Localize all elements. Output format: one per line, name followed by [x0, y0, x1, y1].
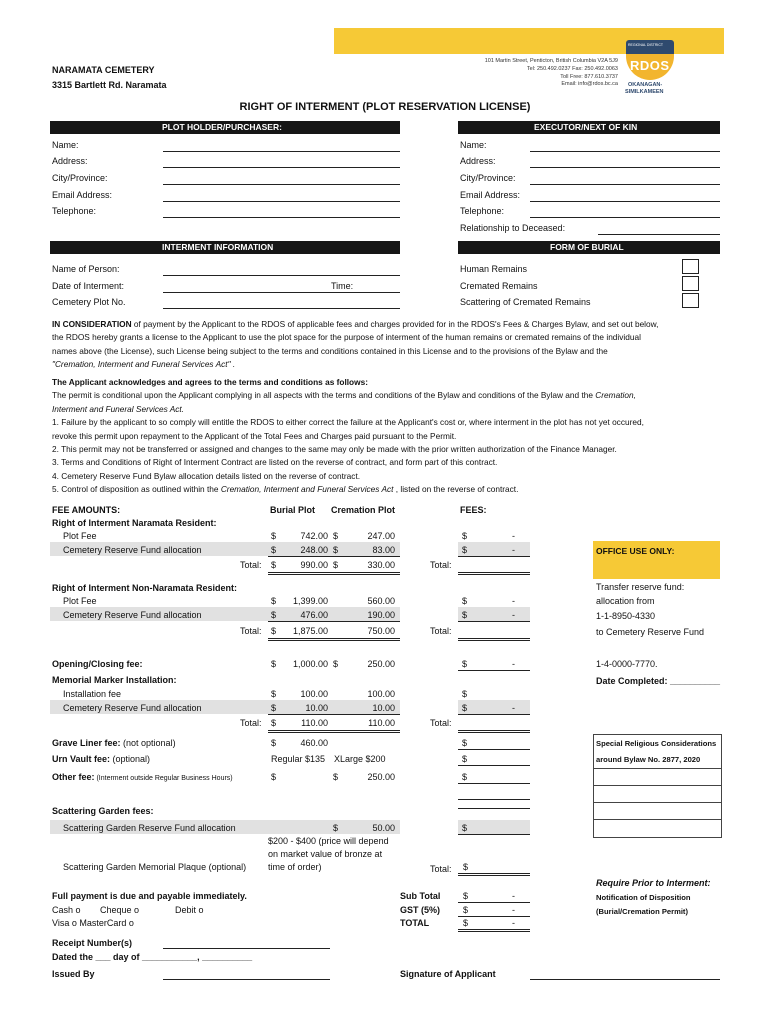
res-fee-dollar2: $ [462, 545, 468, 555]
marker-total-burial: 110.00 [301, 718, 328, 728]
office-special: Special Religious Considerations [596, 739, 717, 748]
res-plot-label: Plot Fee [63, 531, 97, 541]
blank-fee-line-2[interactable] [458, 808, 530, 809]
non-reserve-cremation: 190.00 [367, 610, 395, 620]
interment-heading: INTERMENT INFORMATION [162, 242, 274, 252]
marker-total-dollar: $ [271, 718, 277, 728]
subtotal-label: Sub Total [400, 891, 441, 901]
contact-line: Email: info@rdos.bc.ca [561, 81, 618, 88]
payment-cash[interactable]: Cash o [52, 905, 81, 915]
payment-debit[interactable]: Debit o [175, 905, 204, 915]
office-require: Require Prior to Interment: [596, 878, 711, 888]
payment-visa-mastercard[interactable]: Visa o MasterCard o [52, 918, 134, 928]
install-label: Installation fee [63, 689, 122, 699]
install-cremation: 100.00 [367, 689, 395, 699]
executor-relationship-field[interactable] [598, 234, 720, 235]
res-plot-dollar: $ [271, 531, 277, 541]
terms-text: 2. This permit may not be transferred or assigned and changes to the same may only be made with the prior written authorization of the Finance Manager. [52, 444, 617, 455]
interment-date-label: Date of Interment: [52, 281, 125, 291]
marker-total-double-line [268, 730, 400, 733]
opening-burial: 1,000.00 [292, 659, 328, 669]
plaque-note1: $200 - $400 (price will depend [268, 836, 389, 846]
total-dollar: $ [463, 918, 469, 928]
burial-opt-scattering: Scattering of Cremated Remains [460, 297, 591, 307]
subtotal-field[interactable] [458, 902, 530, 903]
terms-text: Cremation, [595, 390, 636, 401]
executor-email-label: Email Address: [460, 190, 521, 200]
opening-fee-field[interactable] [458, 670, 530, 671]
executor-telephone-label: Telephone: [460, 206, 505, 216]
liner-label-note: (not optional) [120, 738, 176, 748]
rdos-logo [624, 38, 676, 98]
holder-telephone-field[interactable] [163, 217, 400, 218]
office-account2: 1-4-0000-7770. [596, 659, 658, 669]
terms-text: revoke this permit upon repayment to the Applicant of the Total Fees and Charges paid pursuant to the Permit. [52, 430, 457, 441]
non-reserve-burial: 476.00 [300, 610, 328, 620]
non-total-cremation: 750.00 [367, 626, 395, 636]
total-field[interactable] [458, 929, 530, 932]
burial-section-bar [458, 241, 720, 254]
interment-section-bar [50, 241, 400, 254]
terms-text: 3. Terms and Conditions of Right of Interment Contract are listed on the reverse of contract, and form part of this contract. [52, 457, 498, 468]
liner-fee-dollar: $ [462, 738, 468, 748]
marker-fee-reserve-cell [458, 700, 530, 714]
non-reserve-dollar: $ [271, 610, 277, 620]
holder-telephone-label: Telephone: [52, 206, 97, 216]
res-total-dollar: $ [271, 560, 277, 570]
executor-name-field[interactable] [530, 151, 720, 152]
payment-due: Full payment is due and payable immediately. [52, 891, 247, 901]
marker-sum-line [268, 714, 400, 715]
office-transfer3: to Cemetery Reserve Fund [596, 627, 705, 637]
res-fee-dash1: - [512, 531, 515, 541]
other-fee-field[interactable] [458, 783, 530, 784]
contact-line: 101 Martin Street, Penticton, British Columbia V2A 5J9 [484, 58, 618, 64]
marker-fee-total-label: Total: [430, 718, 452, 728]
install-dollar: $ [271, 689, 277, 699]
liner-label [52, 738, 176, 748]
non-total-burial: 1,875.00 [292, 626, 328, 636]
res-plot-dollar2: $ [333, 531, 339, 541]
scatter-reserve-label: Scattering Garden Reserve Fund allocation [63, 823, 236, 833]
signature-label: Signature of Applicant [400, 969, 496, 979]
total-label: TOTAL [400, 918, 430, 928]
office-completed: Date Completed: __________ [596, 676, 721, 686]
gst-field[interactable] [458, 916, 530, 917]
nonresident-heading: Right of Interment Non-Naramata Resident: [52, 583, 238, 593]
office-bylaw: around Bylaw No. 2877, 2020 [596, 755, 701, 764]
interment-person-field[interactable] [163, 275, 400, 276]
terms-text: 4. Cemetery Reserve Fund Bylaw allocation details listed on the reverse of contract. [52, 470, 361, 481]
interment-time-label: Time: [331, 281, 354, 291]
non-plot-dollar: $ [271, 596, 277, 606]
office-transfer2: allocation from [596, 596, 655, 606]
holder-name-label: Name: [52, 140, 79, 150]
interment-plot-field[interactable] [163, 308, 400, 309]
terms-text: Cremation, Interment and Funeral Services Act [220, 484, 394, 495]
human-remains-checkbox[interactable] [682, 259, 699, 274]
res-reserve-dollar2: $ [333, 545, 339, 555]
res-reserve-dollar: $ [271, 545, 277, 555]
other-dollar2: $ [333, 772, 339, 782]
opening-fee-dash: - [512, 659, 515, 669]
liner-label-bold: Grave Liner fee: [52, 738, 121, 748]
executor-telephone-field[interactable] [530, 217, 720, 218]
cremated-remains-checkbox[interactable] [682, 276, 699, 291]
opening-cremation: 250.00 [367, 659, 395, 669]
res-reserve-cremation: 83.00 [372, 545, 395, 555]
consideration-line: names above (the License), such License being subject to the terms and conditions contained in this License and to the provisions of the Bylaw and the [52, 345, 608, 356]
res-plot-burial: 742.00 [300, 531, 328, 541]
other-label [52, 772, 233, 782]
holder-section-bar [50, 121, 400, 134]
scatter-fee-dollar: $ [462, 823, 468, 833]
other-value: 250.00 [367, 772, 395, 782]
res-fee-total-field[interactable] [458, 572, 530, 575]
marker-fee-dash: - [512, 703, 515, 713]
logo-sub1: OKANAGAN- [628, 82, 663, 88]
res-total-dollar2: $ [333, 560, 339, 570]
holder-address-label: Address: [52, 156, 88, 166]
consideration-line: the RDOS hereby grants a license to the Applicant to use the plot space for the purpose of interment of the human remains or cremated remains of the individual [52, 332, 641, 343]
resident-heading: Right of Interment Naramata Resident: [52, 518, 217, 528]
res-fee-total-label: Total: [430, 560, 452, 570]
holder-city-label: City/Province: [52, 173, 108, 183]
non-plot-cremation: 560.00 [367, 596, 395, 606]
liner-fee-field[interactable] [458, 749, 530, 750]
interment-person-label: Name of Person: [52, 264, 120, 274]
dated-line[interactable]: Dated the ___ day of ___________, __________ [52, 952, 253, 962]
org-address: 3315 Bartlett Rd. Naramata [52, 80, 167, 90]
non-fee-dollar2: $ [462, 610, 468, 620]
terms-heading: The Applicant acknowledges and agrees to the terms and conditions as follows: [52, 377, 368, 387]
payment-cheque[interactable]: Cheque o [100, 905, 140, 915]
burial-heading: FORM OF BURIAL [550, 242, 624, 252]
marker-fee-dollar1: $ [462, 689, 468, 699]
executor-relationship-label: Relationship to Deceased: [460, 223, 566, 233]
non-sum-line [268, 621, 400, 622]
burial-opt-cremated: Cremated Remains [460, 281, 538, 291]
terms-text: 1. Failure by the applicant to so comply will entitle the RDOS to either correct the failure at the Applicant's cost or, where interment in the plot has not yet occured, [52, 417, 644, 428]
marker-fee-dollar2: $ [462, 703, 468, 713]
marker-heading: Memorial Marker Installation: [52, 675, 177, 685]
subtotal-dash: - [512, 891, 515, 901]
opening-label: Opening/Closing fee: [52, 659, 143, 669]
urn-label [52, 754, 150, 764]
issued-label: Issued By [52, 969, 95, 979]
non-fee-reserve-cell [458, 607, 530, 621]
non-total-label: Total: [240, 626, 262, 636]
office-box-4[interactable] [593, 819, 722, 838]
marker-fee-line [458, 714, 530, 715]
non-fee-line [458, 621, 530, 622]
non-plot-burial: 1,399.00 [292, 596, 328, 606]
holder-name-field[interactable] [163, 151, 400, 152]
contact-block [478, 58, 618, 89]
page-title: RIGHT OF INTERMENT (PLOT RESERVATION LICENSE) [239, 101, 531, 113]
non-fee-total-field[interactable] [458, 638, 530, 641]
marker-reserve-cremation: 10.00 [372, 703, 395, 713]
scatter-reserve-dollar: $ [333, 823, 339, 833]
res-total-double-line [268, 572, 400, 575]
res-total-cremation: 330.00 [367, 560, 395, 570]
office-notify: Notification of Disposition [596, 893, 691, 902]
urn-regular: Regular $135 [271, 754, 326, 764]
logo-sub2: SIMILKAMEEN [625, 89, 664, 95]
logo-top-text: REGIONAL DISTRICT [628, 43, 664, 47]
non-plot-label: Plot Fee [63, 596, 97, 606]
fees-heading: FEE AMOUNTS: [52, 505, 121, 515]
marker-reserve-dollar: $ [271, 703, 277, 713]
non-fee-dollar1: $ [462, 596, 468, 606]
holder-email-field[interactable] [163, 201, 400, 202]
res-fee-dash2: - [512, 545, 515, 555]
other-label-bold: Other fee: [52, 772, 95, 782]
terms-block [52, 376, 732, 497]
interment-plot-label: Cemetery Plot No. [52, 297, 126, 307]
other-dollar: $ [271, 772, 277, 782]
marker-fee-total-field[interactable] [458, 730, 530, 733]
res-fee-reserve-cell [458, 542, 530, 556]
plaque-fee-dollar: $ [463, 862, 469, 872]
non-fee-dash1: - [512, 596, 515, 606]
signature-field[interactable] [530, 979, 720, 980]
urn-xlarge: XLarge $200 [334, 754, 386, 764]
consideration-paragraph [52, 318, 722, 372]
office-transfer1: Transfer reserve fund: [596, 582, 685, 592]
non-total-dollar: $ [271, 626, 277, 636]
executor-section-bar [458, 121, 720, 134]
office-permit: (Burial/Cremation Permit) [596, 907, 688, 916]
res-reserve-burial: 248.00 [300, 545, 328, 555]
holder-city-field[interactable] [163, 184, 400, 185]
total-dash: - [512, 918, 515, 928]
gst-dash: - [512, 905, 515, 915]
executor-heading: EXECUTOR/NEXT OF KIN [534, 122, 638, 132]
contact-line: Toll Free: 877.610.3737 [560, 73, 618, 80]
executor-city-label: City/Province: [460, 173, 516, 183]
liner-value: 460.00 [300, 738, 328, 748]
scatter-reserve-value: 50.00 [372, 823, 395, 833]
terms-text: Interment and Funeral Services Act. [52, 403, 185, 414]
marker-reserve-burial: 10.00 [305, 703, 328, 713]
non-fee-total-label: Total: [430, 626, 452, 636]
opening-fee-dollar: $ [462, 659, 468, 669]
burial-opt-human: Human Remains [460, 264, 528, 274]
receipt-label: Receipt Number(s) [52, 938, 133, 948]
executor-address-field[interactable] [530, 167, 720, 168]
receipt-field[interactable] [163, 948, 330, 949]
col-burial: Burial Plot [270, 505, 316, 515]
liner-dollar: $ [271, 738, 277, 748]
plaque-total-label: Total: [430, 864, 452, 874]
res-sum-line [268, 556, 400, 557]
gst-label: GST (5%) [400, 905, 441, 915]
marker-total-cremation: 110.00 [368, 718, 395, 728]
gst-dollar: $ [463, 905, 469, 915]
other-fee-dollar: $ [462, 772, 468, 782]
terms-text: 5. Control of disposition as outlined within the [52, 484, 221, 495]
opening-dollar2: $ [333, 659, 339, 669]
contact-line: Tel: 250.492.0237 Fax: 250.492.0063 [526, 65, 618, 72]
plaque-note2: on market value of bronze at [268, 849, 383, 859]
res-total-burial: 990.00 [300, 560, 328, 570]
scatter-fee-cell [458, 820, 530, 834]
logo-text: RDOS [630, 58, 670, 73]
col-fees: FEES: [460, 505, 487, 515]
res-reserve-label: Cemetery Reserve Fund allocation [63, 545, 202, 555]
plaque-fee-total-field[interactable] [458, 873, 530, 876]
non-fee-dash2: - [512, 610, 515, 620]
marker-total-label: Total: [240, 718, 262, 728]
urn-label-bold: Urn Vault fee: [52, 754, 111, 764]
holder-email-label: Email Address: [52, 190, 113, 200]
executor-name-label: Name: [460, 140, 487, 150]
res-fee-line [458, 556, 530, 557]
col-cremation: Cremation Plot [331, 505, 396, 515]
marker-reserve-label: Cemetery Reserve Fund allocation [63, 703, 202, 713]
interment-date-field[interactable] [163, 292, 400, 293]
plaque-label: Scattering Garden Memorial Plaque (optional) [63, 862, 247, 872]
office-account1: 1-1-8950-4330 [596, 611, 656, 621]
blank-fee-line-1[interactable] [458, 799, 530, 800]
res-fee-dollar1: $ [462, 531, 468, 541]
issued-field[interactable] [163, 979, 330, 980]
holder-heading: PLOT HOLDER/PURCHASER: [162, 122, 282, 132]
executor-city-field[interactable] [530, 184, 720, 185]
res-plot-cremation: 247.00 [367, 531, 395, 541]
consideration-lead: IN CONSIDERATION [52, 319, 132, 329]
terms-text: , listed on the reverse of contract. [393, 484, 519, 495]
org-name: NARAMATA CEMETERY [52, 65, 155, 75]
urn-fee-dollar: $ [462, 754, 468, 764]
scattering-checkbox[interactable] [682, 293, 699, 308]
executor-email-field[interactable] [530, 201, 720, 202]
scatter-fee-line [458, 834, 530, 835]
res-total-label: Total: [240, 560, 262, 570]
office-heading: OFFICE USE ONLY: [596, 546, 675, 556]
subtotal-dollar: $ [463, 891, 469, 901]
holder-address-field[interactable] [163, 167, 400, 168]
non-total-double-line [268, 638, 400, 641]
terms-text: The permit is conditional upon the Applicant complying in all aspects with the terms and conditions of the Bylaw and conditions of the Bylaw and the [52, 390, 596, 401]
other-label-note: (Interment outside Regular Business Hours) [94, 775, 233, 782]
scatter-heading: Scattering Garden fees: [52, 806, 154, 816]
plaque-note3: time of order) [268, 862, 322, 872]
executor-address-label: Address: [460, 156, 496, 166]
urn-fee-field[interactable] [458, 765, 530, 766]
install-burial: 100.00 [300, 689, 328, 699]
consideration-line: of payment by the Applicant to the RDOS of applicable fees and charges provided for in the RDOS's Fees & Charges Bylaw, and set out below, [131, 319, 659, 329]
opening-dollar: $ [271, 659, 277, 669]
non-reserve-label: Cemetery Reserve Fund allocation [63, 610, 202, 620]
urn-label-note: (optional) [110, 754, 151, 764]
consideration-line: "Cremation, Interment and Funeral Services Act" . [52, 359, 236, 370]
